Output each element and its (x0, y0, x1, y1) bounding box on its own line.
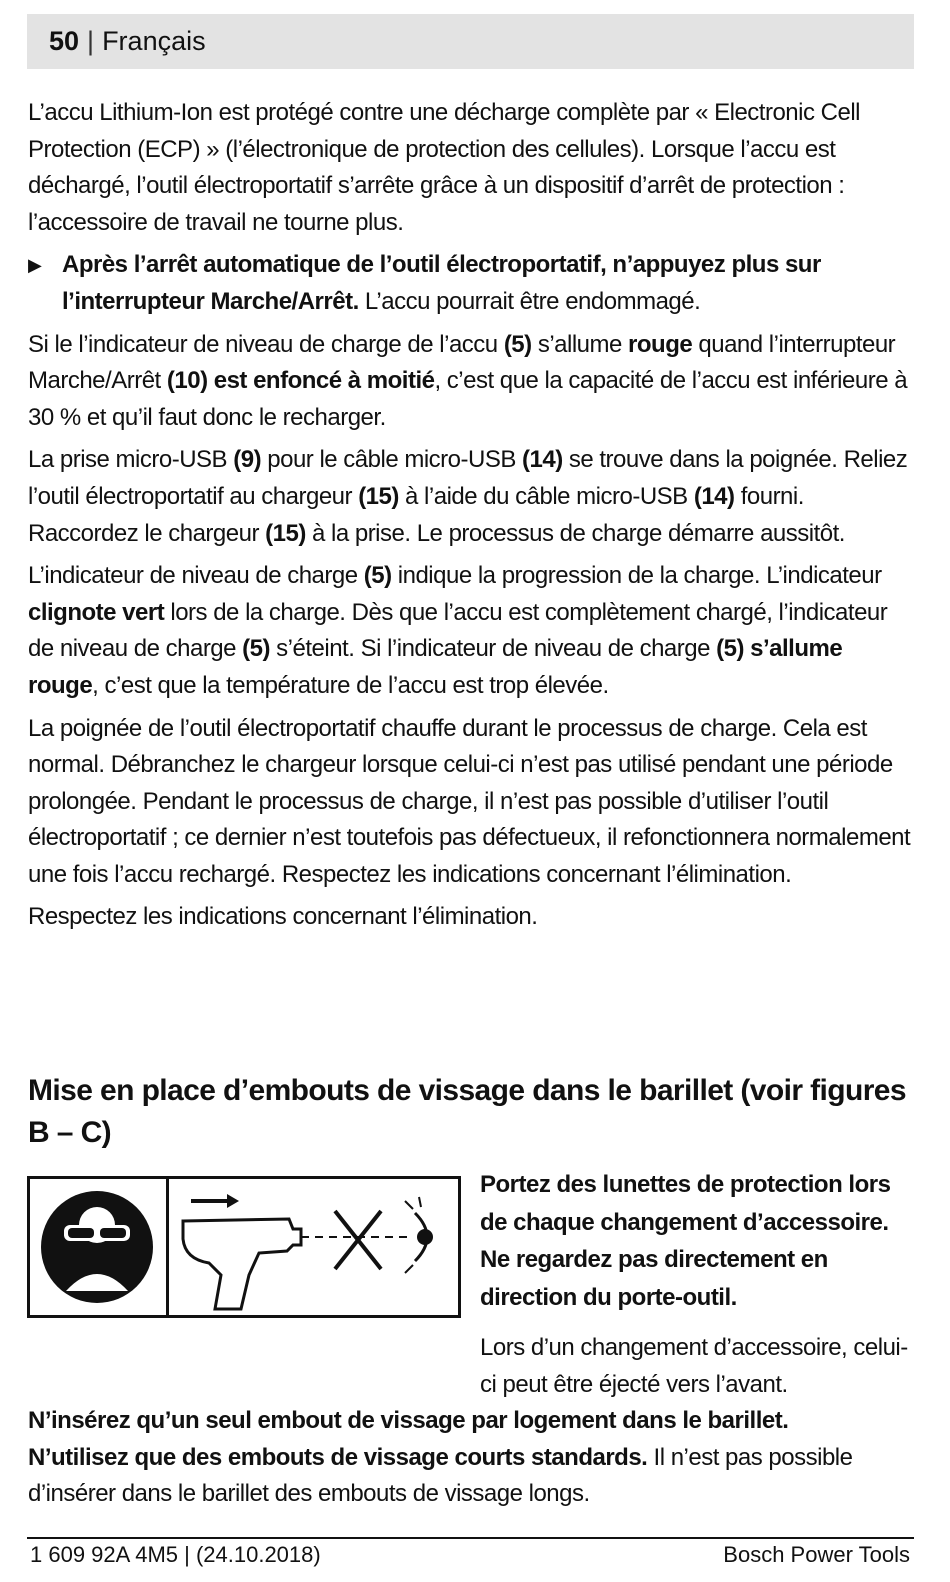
text-run: indique la progression de la charge. L’indicateur (391, 562, 882, 590)
header-separator: | (87, 26, 95, 56)
lower-text (28, 1334, 914, 1513)
goggles-icon (30, 1179, 163, 1315)
text-run-bold: rouge (628, 330, 693, 358)
warning-rest: Lors d’un changement d’accessoire, celui-ci peut être éjecté vers l’avant. (480, 1334, 908, 1398)
page-number: 50 (49, 26, 80, 56)
page-footer (30, 1542, 910, 1568)
paragraph-short-bits (28, 1440, 914, 1513)
text-run: à la prise. Le processus de charge démarre aussitôt. (305, 519, 845, 547)
paragraph-indicator (28, 558, 914, 704)
text-run-bold: clignote vert (28, 598, 165, 626)
text-run: fourni. Raccordez le chargeur (28, 482, 804, 547)
warning-bullet (28, 247, 914, 320)
text-run: se trouve dans la poignée. Reliez l’outil électroportatif au chargeur (28, 446, 908, 510)
text-run: à l’aide du câble micro-USB (398, 482, 694, 510)
text-run: lors de la charge. Dès que l’accu est complètement chargé, l’indicateur de niveau de charge (28, 598, 888, 663)
text-run-bold: (15) (358, 482, 399, 510)
text-run-bold: (5) (503, 330, 532, 358)
text-run: , c’est que la capacité de l’accu est inférieure à 30 % et qu’il faut donc le recharger. (28, 367, 908, 431)
tool-eye-warning-icon (169, 1179, 459, 1315)
bullet-rest-text: L’accu pourrait être endommagé. (358, 287, 701, 315)
warning-bold: Portez des lunettes de protection lors de chaque changement d’accessoire. Ne regardez pas directement en direction du porte-outil. (480, 1171, 891, 1311)
section-heading: Mise en place d’embouts de vissage dans le barillet (voir figures B – C) (28, 1074, 906, 1149)
text-run-bold: (5) (242, 635, 271, 663)
footer-rule (27, 1537, 914, 1539)
text-run-bold: N’utilisez que des embouts de vissage courts standards. (28, 1443, 648, 1471)
text-run-bold: N’insérez qu’un seul embout de vissage par logement dans le barillet. (28, 1407, 789, 1435)
paragraph-ejection (28, 1330, 914, 1403)
page-header (27, 14, 914, 69)
text-run: La prise micro-USB (28, 446, 234, 474)
text-run: s’éteint. Si l’indicateur de niveau de charge (270, 635, 717, 663)
footer-doc-ref: 1 609 92A 4M5 | (24.10.2018) (30, 1542, 321, 1567)
paragraph-single-bit (28, 1403, 914, 1440)
text-run: Si le l’indicateur de niveau de charge de l’accu (28, 330, 504, 358)
paragraph-charge-level (28, 327, 914, 437)
text-run: L’indicateur de niveau de charge (28, 562, 364, 590)
paragraph-ecp: L’accu Lithium-Ion est protégé contre une décharge complète par « Electronic Cell Protection (ECP) » (l’électronique de protection des cellules). Lorsque l’accu est déchargé, l’outil électroportatif s’arrête grâce à un dispositif d’arrêt de protection : l’accessoire de travail ne tourne plus. (28, 99, 860, 236)
text-run-bold: (5) s’allume rouge (28, 635, 843, 699)
footer-brand: Bosch Power Tools (723, 1542, 910, 1567)
bullet-bold-text: Après l’arrêt automatique de l’outil électroportatif, n’appuyez plus sur l’interrupteur Marche/Arrêt. (62, 251, 821, 315)
header-language: Français (102, 26, 206, 56)
text-run: s’allume (531, 330, 629, 358)
section-heading-wrap (28, 1070, 908, 1154)
text-run: pour le câble micro-USB (261, 446, 523, 474)
triangle-bullet-icon: ▶ (28, 255, 42, 276)
text-run-bold: (14) (693, 482, 735, 510)
text-run-bold: (9) (233, 446, 262, 474)
text-run: , c’est que la température de l’accu est trop élevée. (92, 671, 609, 699)
text-run-bold: (15) (265, 519, 306, 547)
safety-pictogram (27, 1176, 461, 1318)
warning-side-text (480, 1166, 910, 1316)
text-run: quand l’interrupteur Marche/Arrêt (28, 330, 896, 395)
text-run: Il n’est pas possible d’insérer dans le barillet des embouts de vissage longs. (28, 1443, 853, 1508)
paragraph-disposal: Respectez les indications concernant l’élimination. (28, 903, 538, 931)
body-text (28, 95, 914, 942)
text-run-bold: (10) est enfoncé à moitié (166, 367, 435, 395)
paragraph-usb (28, 442, 914, 552)
text-run-bold: (5) (363, 562, 392, 590)
paragraph-heating: La poignée de l’outil électroportatif chauffe durant le processus de charge. Cela est normal. Débranchez le chargeur lorsque celui-ci n’est pas utilisé pendant une période prolongée. Pendant le processus de charge, il n’est pas possible d’utiliser l’outil électroportatif ; ce dernier n’est toutefois pas défectueux, il refonctionnera normalement une fois l’accu rechargé. Respectez les indications concernant l’élimination. (28, 714, 911, 888)
text-run-bold: (14) (522, 446, 563, 474)
